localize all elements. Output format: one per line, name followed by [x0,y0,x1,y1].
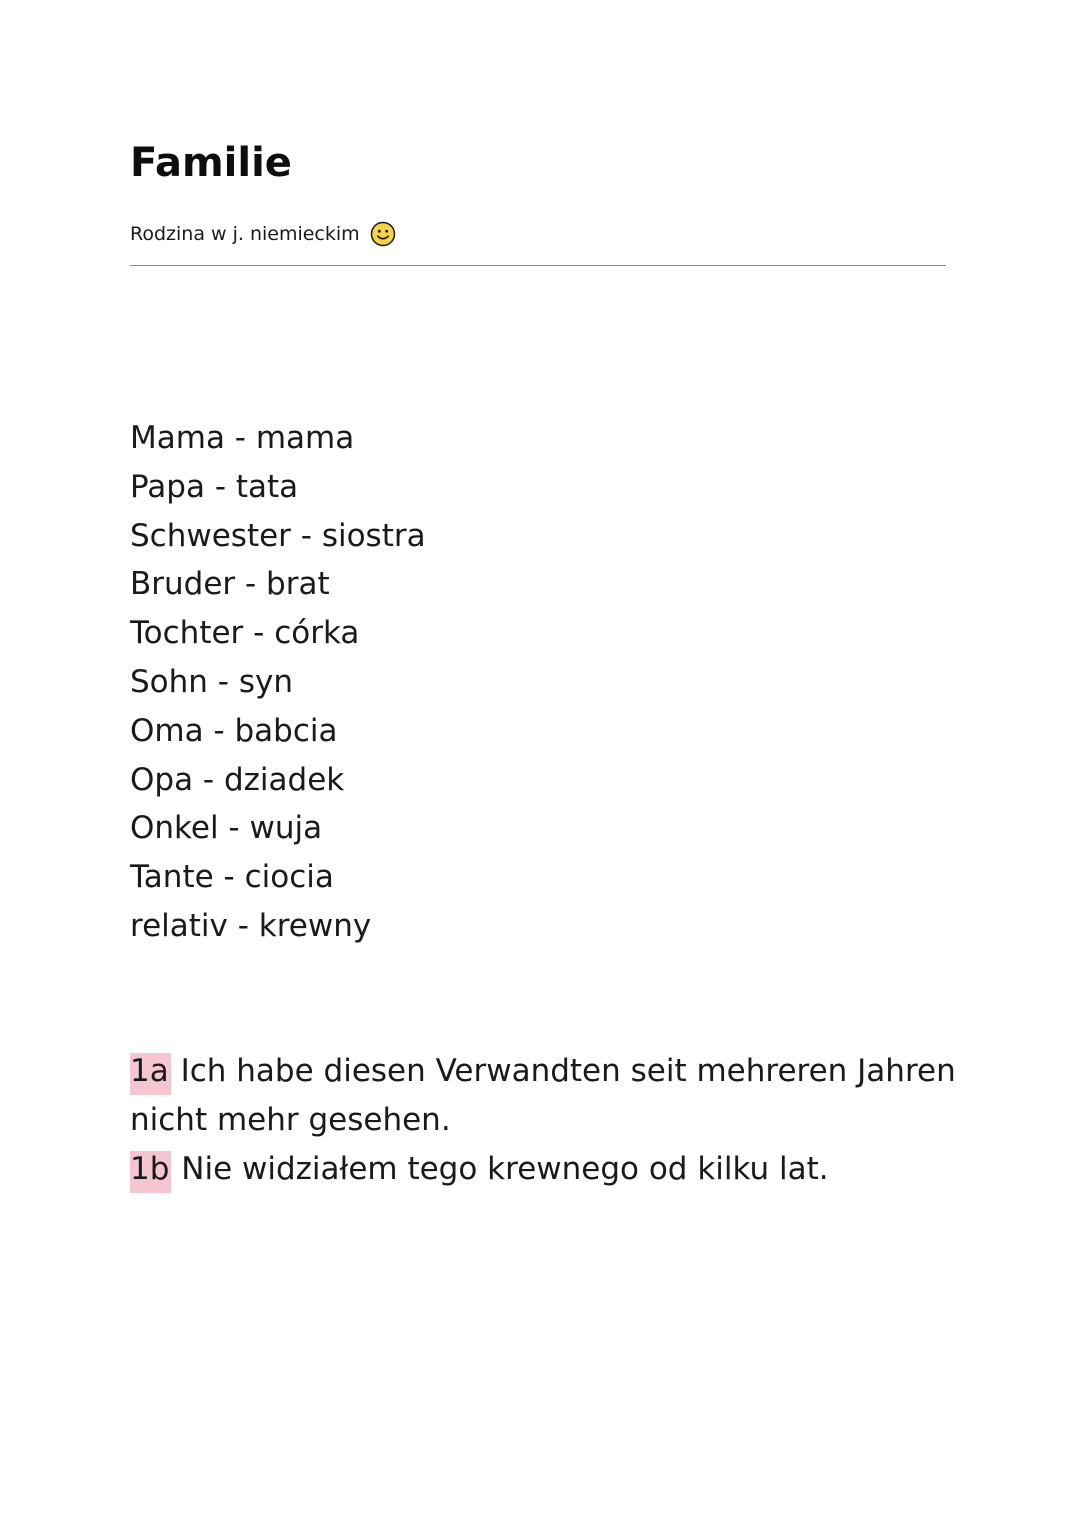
vocab-item: relativ - krewny [130,907,372,944]
example-sentence-polish [130,1145,960,1194]
smiley-face-icon [370,221,396,247]
vocab-item: Tochter - córka [130,615,360,652]
vocab-item: Schwester - siostra [130,517,426,554]
sentence-marker-highlight: 1a [130,1053,171,1095]
subtitle [130,218,396,250]
sentence-marker-highlight: 1b [130,1151,171,1193]
subtitle-text: Rodzina w j. niemieckim [130,223,360,245]
vocab-item: Opa - dziadek [130,761,345,798]
vocab-item: Tante - ciocia [130,859,334,896]
vocab-item: Bruder - brat [130,566,330,603]
vocab-item: Onkel - wuja [130,810,323,847]
vocab-item: Sohn - syn [130,663,293,700]
example-sentence-german [130,1047,960,1145]
page-title: Familie [130,140,292,186]
vocab-item: Papa - tata [130,468,299,505]
vocab-item: Mama - mama [130,420,355,456]
header-divider [130,265,946,266]
vocab-item: Oma - babcia [130,712,338,749]
vocabulary-list [130,414,426,951]
example-sentences [130,1047,960,1193]
sentence-text: Nie widziałem tego krewnego od kilku lat. [171,1150,829,1187]
sentence-text: Ich habe diesen Verwandten seit mehreren Jahren nicht mehr gesehen. [130,1053,956,1138]
